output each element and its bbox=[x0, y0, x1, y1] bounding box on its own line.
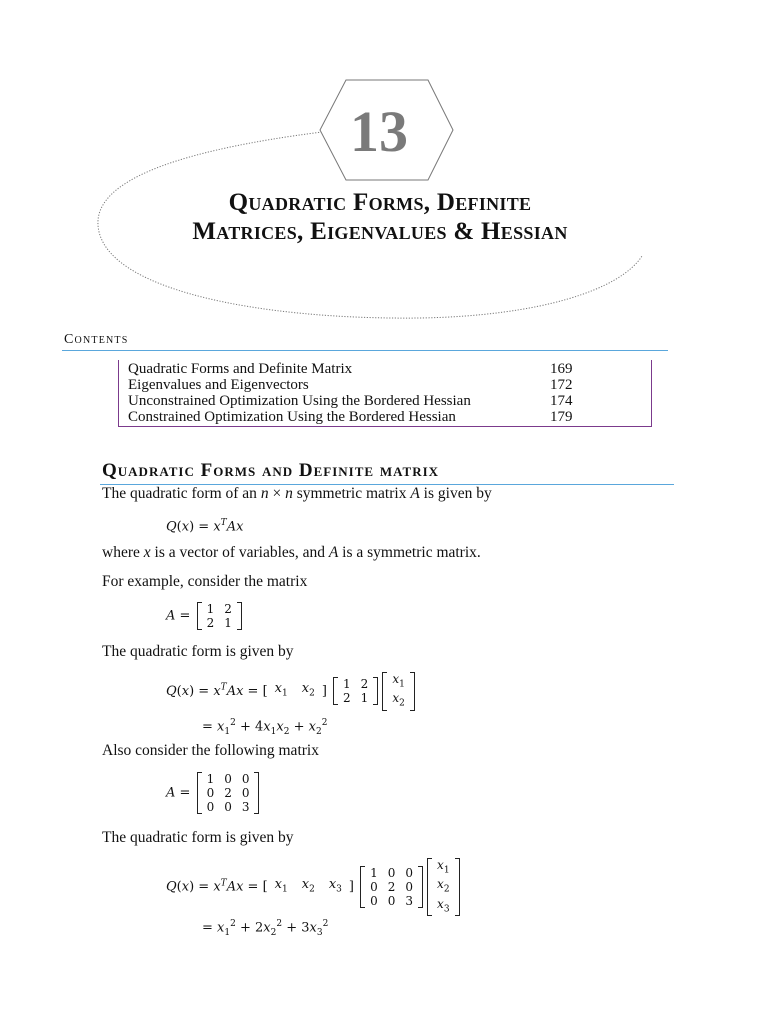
paragraph-example: For example, consider the matrix bbox=[102, 573, 308, 590]
chapter-title-line2: Matrices, Eigenvalues & Hessian bbox=[192, 218, 568, 245]
equation-result-a1: = $x_1^2 + 4x_1x_2 + x_2^2$ bbox=[202, 718, 328, 737]
equation-matrix-a2: A = 1 0 0 0 2 0 0 0 3 bbox=[166, 772, 261, 814]
matrix-cell: 0 bbox=[405, 866, 414, 881]
matrix-cell: 2 bbox=[343, 691, 351, 706]
chapter-ornament bbox=[0, 0, 768, 340]
matrix-cell: 3 bbox=[241, 800, 250, 814]
matrix-cell: 0 bbox=[241, 786, 250, 800]
matrix-cell: 0 bbox=[370, 894, 378, 909]
matrix-a1-inline bbox=[333, 677, 378, 705]
toc-entry[interactable] bbox=[128, 393, 588, 410]
matrix-a2-inline bbox=[360, 866, 423, 908]
paragraph-also-consider: Also consider the following matrix bbox=[102, 742, 319, 759]
chapter-title-line1: Quadratic Forms, Definite bbox=[228, 189, 532, 216]
paragraph-quadratic-given: The quadratic form is given by bbox=[102, 643, 294, 660]
toc-entry-title: Quadratic Forms and Definite Matrix bbox=[128, 361, 353, 377]
matrix-cell: 0 bbox=[206, 800, 215, 814]
matrix-cell: 1 bbox=[360, 691, 369, 706]
toc-entry-page: 174 bbox=[550, 393, 573, 409]
matrix-cell: 1 bbox=[370, 866, 378, 881]
equation-matrix-a1: A = 1 2 2 1 bbox=[166, 602, 244, 630]
matrix-cell: 0 bbox=[241, 772, 250, 786]
paragraph-quadratic-given-2: The quadratic form is given by bbox=[102, 829, 294, 846]
matrix-cell: 2 bbox=[360, 677, 369, 692]
paragraph-definition: The quadratic form of an n × n symmetric matrix A is given by bbox=[102, 485, 492, 502]
contents-rule bbox=[62, 350, 668, 351]
matrix-cell: 0 bbox=[387, 894, 396, 909]
matrix-cell: 1 bbox=[224, 616, 232, 630]
vector-x-2: $x_1$ $x_2$ bbox=[382, 672, 415, 711]
toc-entry[interactable] bbox=[128, 361, 588, 378]
matrix-cell: 3 bbox=[405, 894, 414, 909]
matrix-cell: 2 bbox=[387, 880, 396, 895]
toc-entry[interactable] bbox=[128, 377, 588, 394]
matrix-cell: 2 bbox=[206, 616, 215, 630]
matrix-cell: 0 bbox=[206, 786, 215, 800]
toc-entry-title: Eigenvalues and Eigenvectors bbox=[128, 377, 309, 393]
equation-quadratic-a1: $Q(x) = x^TAx$ = [ $x_1$ $x_2$ ] 1 2 2 1 $x_1$ $x_2$ bbox=[166, 672, 417, 711]
vector-x-3: $x_1$ $x_2$ $x_3$ bbox=[427, 858, 460, 916]
chapter-number: 13 bbox=[350, 99, 408, 164]
toc-entry-title: Unconstrained Optimization Using the Bordered Hessian bbox=[128, 393, 471, 409]
contents-heading: Contents bbox=[64, 332, 129, 347]
paragraph-where: where x is a vector of variables, and A is a symmetric matrix. bbox=[102, 544, 481, 561]
equation-result-a2: = $x_1^2 + 2x_2^2 + 3x_3^2$ bbox=[202, 919, 329, 938]
toc-entry-title: Constrained Optimization Using the Bordered Hessian bbox=[128, 409, 456, 425]
toc-entry[interactable] bbox=[128, 409, 588, 426]
matrix-cell: 0 bbox=[370, 880, 378, 895]
toc-entry-page: 172 bbox=[550, 377, 573, 393]
matrix-cell: 2 bbox=[224, 786, 232, 800]
chapter-ellipse-top bbox=[452, 128, 650, 165]
equation-quadratic-form: $Q(x) = x^TAx$ bbox=[166, 518, 244, 535]
equation-quadratic-a2: $Q(x) = x^TAx$ = [ $x_1$ $x_2$ $x_3$ ] 1 0 0 0 2 0 0 0 3 $x_1$ $x_2$ $x_3$ bbox=[166, 858, 462, 916]
matrix-cell: 2 bbox=[224, 602, 232, 616]
toc-entry-page: 179 bbox=[550, 409, 573, 425]
matrix-cell: 1 bbox=[206, 602, 215, 616]
matrix-cell: 0 bbox=[224, 800, 232, 814]
matrix-cell: 1 bbox=[343, 677, 351, 692]
matrix-a1 bbox=[197, 602, 242, 630]
matrix-cell: 0 bbox=[405, 880, 414, 895]
toc-entry-page: 169 bbox=[550, 361, 573, 377]
matrix-cell: 0 bbox=[224, 772, 232, 786]
matrix-cell: 0 bbox=[387, 866, 396, 881]
matrix-cell: 1 bbox=[206, 772, 215, 786]
matrix-a2 bbox=[197, 772, 260, 814]
section-heading: Quadratic Forms and Definite matrix bbox=[102, 460, 440, 481]
